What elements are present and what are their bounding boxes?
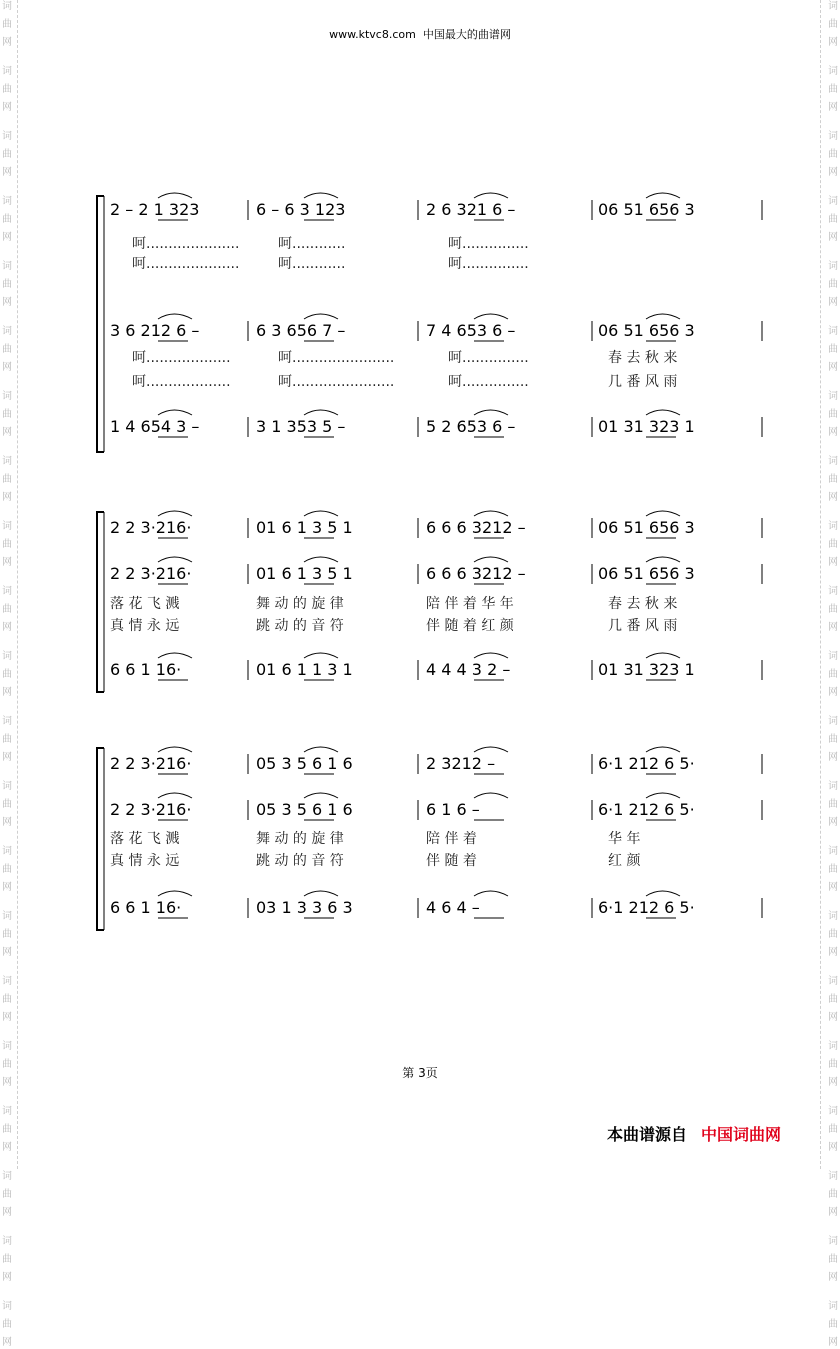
slur-arc — [474, 653, 508, 658]
lyric-segment: 呵....................... — [278, 350, 395, 366]
lyric-segment: 真 情 永 远 — [110, 853, 180, 869]
lyric-segment: 伴 随 着 红 颜 — [426, 618, 514, 634]
watermark-char: 词 — [2, 521, 12, 532]
lyric-segment: 几 番 风 雨 — [608, 374, 678, 390]
watermark-char: 词 — [828, 196, 838, 207]
watermark-char: 曲 — [828, 344, 838, 355]
measure-notes: 03 1 3 3 6 3 — [256, 898, 353, 917]
measure-notes: 2 2 3·216· — [110, 564, 192, 583]
watermark-char: 词 — [2, 781, 12, 792]
watermark-char: 网 — [2, 1142, 12, 1153]
measure-notes: 6·1 212 6 5· — [598, 800, 695, 819]
slur-arc — [646, 410, 680, 415]
lyric-segment: 呵....................... — [278, 374, 395, 390]
slur-arc — [474, 314, 508, 319]
watermark-char: 曲 — [2, 1254, 12, 1265]
watermark-char: 曲 — [2, 604, 12, 615]
lyric-segment: 伴 随 着 — [426, 853, 477, 869]
measure-notes: 6 3 656 7 – — [256, 321, 346, 340]
lyric-segment: 陪 伴 着 华 年 — [426, 596, 514, 612]
watermark-char: 词 — [2, 716, 12, 727]
watermark-char: 曲 — [2, 864, 12, 875]
watermark-char: 曲 — [828, 474, 838, 485]
watermark-char: 网 — [828, 557, 838, 568]
watermark-char: 曲 — [2, 409, 12, 420]
watermark-char: 网 — [828, 102, 838, 113]
watermark-char: 曲 — [828, 539, 838, 550]
measure-notes: 6·1 212 6 5· — [598, 898, 695, 917]
slur-arc — [304, 314, 338, 319]
watermark-char: 网 — [828, 1142, 838, 1153]
watermark-char: 曲 — [828, 19, 838, 30]
header-title: 中国最大的曲谱网 — [422, 28, 511, 41]
slur-arc — [646, 793, 680, 798]
slur-arc — [474, 747, 508, 752]
lyric-segment: 落 花 飞 溅 — [110, 831, 180, 847]
slur-arc — [646, 557, 680, 562]
watermark-char: 曲 — [2, 929, 12, 940]
watermark-char: 词 — [828, 391, 838, 402]
measure-notes: 05 3 5 6 1 6 — [256, 754, 353, 773]
watermark-char: 词 — [828, 716, 838, 727]
slur-arc — [474, 891, 508, 896]
watermark-char: 网 — [828, 1272, 838, 1283]
slur-arc — [158, 653, 192, 658]
watermark-char: 词 — [2, 1106, 12, 1117]
watermark-char: 曲 — [2, 1059, 12, 1070]
watermark-char: 网 — [2, 947, 12, 958]
watermark-char: 曲 — [2, 474, 12, 485]
source-credit — [607, 1122, 781, 1145]
watermark-char: 词 — [828, 1236, 838, 1247]
watermark-char: 曲 — [2, 84, 12, 95]
watermark-char: 词 — [2, 1236, 12, 1247]
measure-notes: 2 – 2 1 323 — [110, 200, 200, 219]
watermark-char: 网 — [2, 1207, 12, 1218]
watermark-char: 词 — [828, 976, 838, 987]
watermark-char: 网 — [2, 102, 12, 113]
watermark-char: 词 — [828, 846, 838, 857]
watermark-char: 网 — [2, 37, 12, 48]
slur-arc — [646, 891, 680, 896]
watermark-char: 曲 — [828, 734, 838, 745]
watermark-char: 曲 — [2, 1124, 12, 1135]
system-bracket — [97, 196, 104, 452]
watermark-char: 曲 — [2, 344, 12, 355]
watermark-char: 曲 — [828, 149, 838, 160]
watermark-char: 网 — [2, 492, 12, 503]
lyric-segment: 陪 伴 着 — [426, 831, 477, 847]
slur-arc — [304, 891, 338, 896]
measure-notes: 6 – 6 3 123 — [256, 200, 346, 219]
watermark-char: 网 — [828, 492, 838, 503]
watermark-char: 词 — [828, 781, 838, 792]
watermark-char: 曲 — [828, 84, 838, 95]
lyric-segment: 华 年 — [608, 831, 641, 847]
measure-notes: 4 4 4 3 2 – — [426, 660, 511, 679]
watermark-char: 网 — [2, 687, 12, 698]
watermark-char: 曲 — [2, 994, 12, 1005]
watermark-char: 词 — [828, 521, 838, 532]
watermark-char: 网 — [828, 817, 838, 828]
watermark-char: 网 — [828, 362, 838, 373]
slur-arc — [304, 653, 338, 658]
watermark-char: 曲 — [2, 799, 12, 810]
slur-arc — [304, 193, 338, 198]
watermark-char: 网 — [828, 882, 838, 893]
measure-notes: 01 31 323 1 — [598, 417, 695, 436]
lyric-segment: 几 番 风 雨 — [608, 618, 678, 634]
watermark-char: 网 — [828, 37, 838, 48]
watermark-char: 曲 — [2, 19, 12, 30]
watermark-char: 网 — [828, 232, 838, 243]
measure-notes: 01 31 323 1 — [598, 660, 695, 679]
watermark-char: 曲 — [828, 1124, 838, 1135]
lyric-segment: 跳 动 的 音 符 — [256, 853, 344, 869]
lyric-segment: 春 去 秋 来 — [608, 596, 678, 612]
slur-arc — [158, 747, 192, 752]
watermark-char: 词 — [2, 651, 12, 662]
watermark-char: 曲 — [828, 1059, 838, 1070]
watermark-char: 曲 — [828, 1319, 838, 1330]
watermark-char: 网 — [828, 947, 838, 958]
watermark-char: 网 — [2, 1012, 12, 1023]
measure-notes: 6 6 6 3212 – — [426, 564, 526, 583]
watermark-char: 曲 — [828, 929, 838, 940]
watermark-char: 词 — [828, 586, 838, 597]
slur-arc — [304, 511, 338, 516]
watermark-char: 词 — [828, 1301, 838, 1312]
measure-notes: 2 2 3·216· — [110, 518, 192, 537]
watermark-char: 词 — [828, 651, 838, 662]
watermark-char: 词 — [828, 261, 838, 272]
watermark-char: 网 — [828, 687, 838, 698]
watermark-char: 网 — [828, 1077, 838, 1088]
watermark-char: 曲 — [828, 214, 838, 225]
watermark-char: 网 — [2, 167, 12, 178]
watermark-char: 词 — [2, 586, 12, 597]
lyric-segment: 呵............ — [278, 236, 346, 252]
watermark-char: 网 — [2, 232, 12, 243]
measure-notes: 05 3 5 6 1 6 — [256, 800, 353, 819]
measure-notes: 6 6 1 16· — [110, 660, 182, 679]
slur-arc — [474, 410, 508, 415]
watermark-char: 词 — [2, 1041, 12, 1052]
slur-arc — [304, 410, 338, 415]
system-bracket — [97, 512, 104, 692]
page-number: 第 3页 — [402, 1066, 438, 1080]
watermark-char: 网 — [828, 1337, 838, 1348]
measure-notes: 01 6 1 3 5 1 — [256, 518, 353, 537]
watermark-char: 网 — [2, 1337, 12, 1348]
watermark-char: 网 — [2, 1272, 12, 1283]
watermark-char: 曲 — [2, 539, 12, 550]
watermark-char: 曲 — [828, 604, 838, 615]
measure-notes: 06 51 656 3 — [598, 200, 695, 219]
watermark-char: 曲 — [828, 1254, 838, 1265]
watermark-char: 词 — [828, 1, 838, 12]
measure-notes: 06 51 656 3 — [598, 564, 695, 583]
watermark-char: 词 — [2, 66, 12, 77]
lyric-segment: 呵................... — [132, 350, 231, 366]
watermark-char: 词 — [2, 976, 12, 987]
slur-arc — [304, 557, 338, 562]
measure-notes: 01 6 1 1 3 1 — [256, 660, 353, 679]
measure-notes: 2 2 3·216· — [110, 754, 192, 773]
watermark-char: 词 — [828, 456, 838, 467]
measure-notes: 6·1 212 6 5· — [598, 754, 695, 773]
source-site: 中国词曲网 — [701, 1125, 782, 1144]
watermark-char: 词 — [828, 1171, 838, 1182]
slur-arc — [646, 511, 680, 516]
watermark-char: 词 — [2, 261, 12, 272]
watermark-char: 词 — [2, 391, 12, 402]
source-label: 本曲谱源自 — [607, 1125, 688, 1144]
lyric-segment: 呵..................... — [132, 236, 240, 252]
watermark-char: 曲 — [2, 279, 12, 290]
watermark-char: 词 — [828, 326, 838, 337]
measure-notes: 7 4 653 6 – — [426, 321, 516, 340]
slur-arc — [646, 193, 680, 198]
watermark-char: 曲 — [828, 409, 838, 420]
watermark-char: 网 — [2, 622, 12, 633]
watermark-char: 曲 — [828, 799, 838, 810]
watermark-char: 曲 — [828, 1189, 838, 1200]
watermark-char: 网 — [2, 817, 12, 828]
watermark-char: 网 — [828, 1207, 838, 1218]
lyric-segment: 呵............... — [448, 374, 529, 390]
slur-arc — [474, 511, 508, 516]
header-url: www.ktvc8.com — [329, 28, 416, 41]
slur-arc — [474, 557, 508, 562]
slur-arc — [646, 747, 680, 752]
measure-notes: 6 6 6 3212 – — [426, 518, 526, 537]
watermark-char: 网 — [828, 167, 838, 178]
watermark-char: 网 — [828, 297, 838, 308]
watermark-char: 网 — [828, 622, 838, 633]
watermark-char: 网 — [2, 557, 12, 568]
measure-notes: 06 51 656 3 — [598, 321, 695, 340]
watermark-char: 词 — [2, 911, 12, 922]
lyric-segment: 红 颜 — [608, 853, 641, 869]
slur-arc — [646, 314, 680, 319]
watermark-char: 网 — [2, 427, 12, 438]
measure-notes: 2 3212 – — [426, 754, 496, 773]
watermark-char: 曲 — [828, 279, 838, 290]
slur-arc — [474, 793, 508, 798]
measure-notes: 2 2 3·216· — [110, 800, 192, 819]
lyric-segment: 呵............... — [448, 350, 529, 366]
watermark-char: 网 — [2, 1077, 12, 1088]
watermark-char: 网 — [2, 882, 12, 893]
watermark-char: 网 — [828, 1012, 838, 1023]
measure-notes: 1 4 654 3 – — [110, 417, 200, 436]
slur-arc — [474, 193, 508, 198]
watermark-char: 网 — [828, 427, 838, 438]
slur-arc — [158, 557, 192, 562]
lyric-segment: 呵............... — [448, 236, 529, 252]
slur-arc — [304, 793, 338, 798]
watermark-char: 曲 — [2, 1189, 12, 1200]
slur-arc — [304, 747, 338, 752]
slur-arc — [158, 410, 192, 415]
watermark-char: 词 — [2, 456, 12, 467]
watermark-char: 词 — [2, 131, 12, 142]
slur-arc — [158, 793, 192, 798]
watermark-char: 曲 — [2, 1319, 12, 1330]
watermark-char: 网 — [828, 752, 838, 763]
lyric-segment: 呵............ — [278, 256, 346, 272]
measure-notes: 2 6 321 6 – — [426, 200, 516, 219]
watermark-char: 网 — [2, 297, 12, 308]
watermark-char: 词 — [2, 1, 12, 12]
watermark-char: 词 — [828, 66, 838, 77]
watermark-char: 曲 — [2, 734, 12, 745]
measure-notes: 6 1 6 – — [426, 800, 480, 819]
lyric-segment: 真 情 永 远 — [110, 618, 180, 634]
measure-notes: 01 6 1 3 5 1 — [256, 564, 353, 583]
measure-notes: 06 51 656 3 — [598, 518, 695, 537]
lyric-segment: 春 去 秋 来 — [608, 350, 678, 366]
watermark-char: 词 — [2, 1301, 12, 1312]
measure-notes: 6 6 1 16· — [110, 898, 182, 917]
watermark-char: 词 — [828, 1106, 838, 1117]
watermark-char: 词 — [2, 196, 12, 207]
lyric-segment: 落 花 飞 溅 — [110, 596, 180, 612]
slur-arc — [646, 653, 680, 658]
measure-notes: 3 6 212 6 – — [110, 321, 200, 340]
lyric-segment: 呵..................... — [132, 256, 240, 272]
watermark-char: 词 — [828, 911, 838, 922]
watermark-char: 曲 — [2, 149, 12, 160]
lyric-segment: 舞 动 的 旋 律 — [256, 831, 344, 847]
slur-arc — [158, 193, 192, 198]
watermark-char: 词 — [828, 131, 838, 142]
watermark-char: 词 — [828, 1041, 838, 1052]
system-bracket — [97, 748, 104, 930]
watermark-char: 曲 — [2, 214, 12, 225]
slur-arc — [158, 314, 192, 319]
slur-arc — [158, 891, 192, 896]
measure-notes: 3 1 353 5 – — [256, 417, 346, 436]
lyric-segment: 跳 动 的 音 符 — [256, 618, 344, 634]
watermark-char: 曲 — [828, 669, 838, 680]
watermark-char: 词 — [2, 846, 12, 857]
watermark-char: 曲 — [828, 864, 838, 875]
watermark-char: 曲 — [2, 669, 12, 680]
lyric-segment: 呵............... — [448, 256, 529, 272]
lyric-segment: 呵................... — [132, 374, 231, 390]
measure-notes: 5 2 653 6 – — [426, 417, 516, 436]
slur-arc — [158, 511, 192, 516]
watermark-char: 词 — [2, 1171, 12, 1182]
lyric-segment: 舞 动 的 旋 律 — [256, 596, 344, 612]
measure-notes: 4 6 4 – — [426, 898, 480, 917]
watermark-char: 网 — [2, 752, 12, 763]
watermark-char: 词 — [2, 326, 12, 337]
watermark-char: 网 — [2, 362, 12, 373]
watermark-char: 曲 — [828, 994, 838, 1005]
